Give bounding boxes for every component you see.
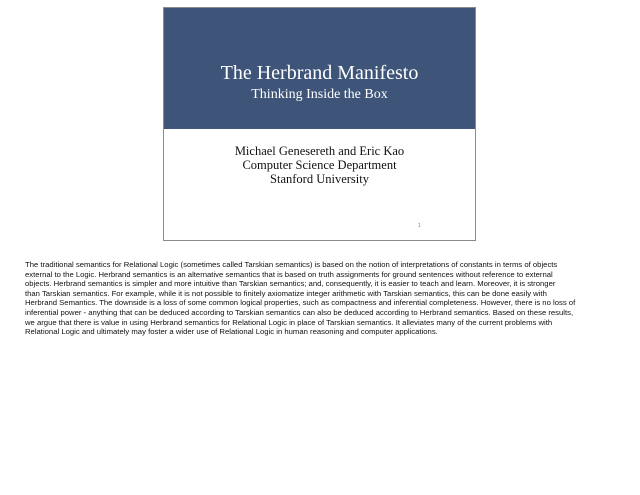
notes-line: inferential power - anything that can be deduced according to Tarskian semantics can also be deduced according to Herbrand semantics. Based on these results, (25, 307, 574, 317)
slide-title: The Herbrand Manifesto (220, 62, 419, 84)
slide-title-banner (164, 8, 475, 129)
slide-subtitle: Thinking Inside the Box (251, 87, 388, 102)
slide-department: Computer Science Department (242, 158, 397, 172)
slide-thumbnail (163, 7, 476, 241)
speaker-notes (25, 260, 620, 337)
slide-author-block (164, 144, 475, 186)
notes-line: we argue that there is value in using Herbrand semantics for Relational Logic in place of Tarskian semantics. It alleviates many of the current problems with (25, 317, 553, 327)
slide-university: Stanford University (270, 172, 369, 186)
notes-line: Relational Logic and ultimately may foster a wider use of Relational Logic in human reasoning and computer applications. (25, 327, 438, 337)
slide-page-number: 1 (418, 223, 421, 229)
notes-line: The traditional semantics for Relational Logic (sometimes called Tarskian semantics) is based on the notion of interpretations of constants in terms of objects (25, 260, 558, 269)
slide-authors: Michael Genesereth and Eric Kao (234, 144, 405, 158)
notes-line: external to the Logic. Herbrand semantics is an alternative semantics that is based on truth assignments for ground sentences without reference to external (25, 269, 553, 279)
notes-line: Herbrand Semantics. The downside is a loss of some common logical properties, such as compactness and inferential completeness. However, there is no loss of (25, 298, 576, 308)
notes-line: objects. Herbrand semantics is simpler and more intuitive than Tarskian semantics; and, consequently, it is easier to teach and learn. Moreover, it is stronger (25, 279, 556, 289)
notes-line: than Tarskian semantics. For example, while it is not possible to finitely axiomatize integer arithmetic with Tarskian semantics, this can be done easily with (25, 288, 547, 298)
